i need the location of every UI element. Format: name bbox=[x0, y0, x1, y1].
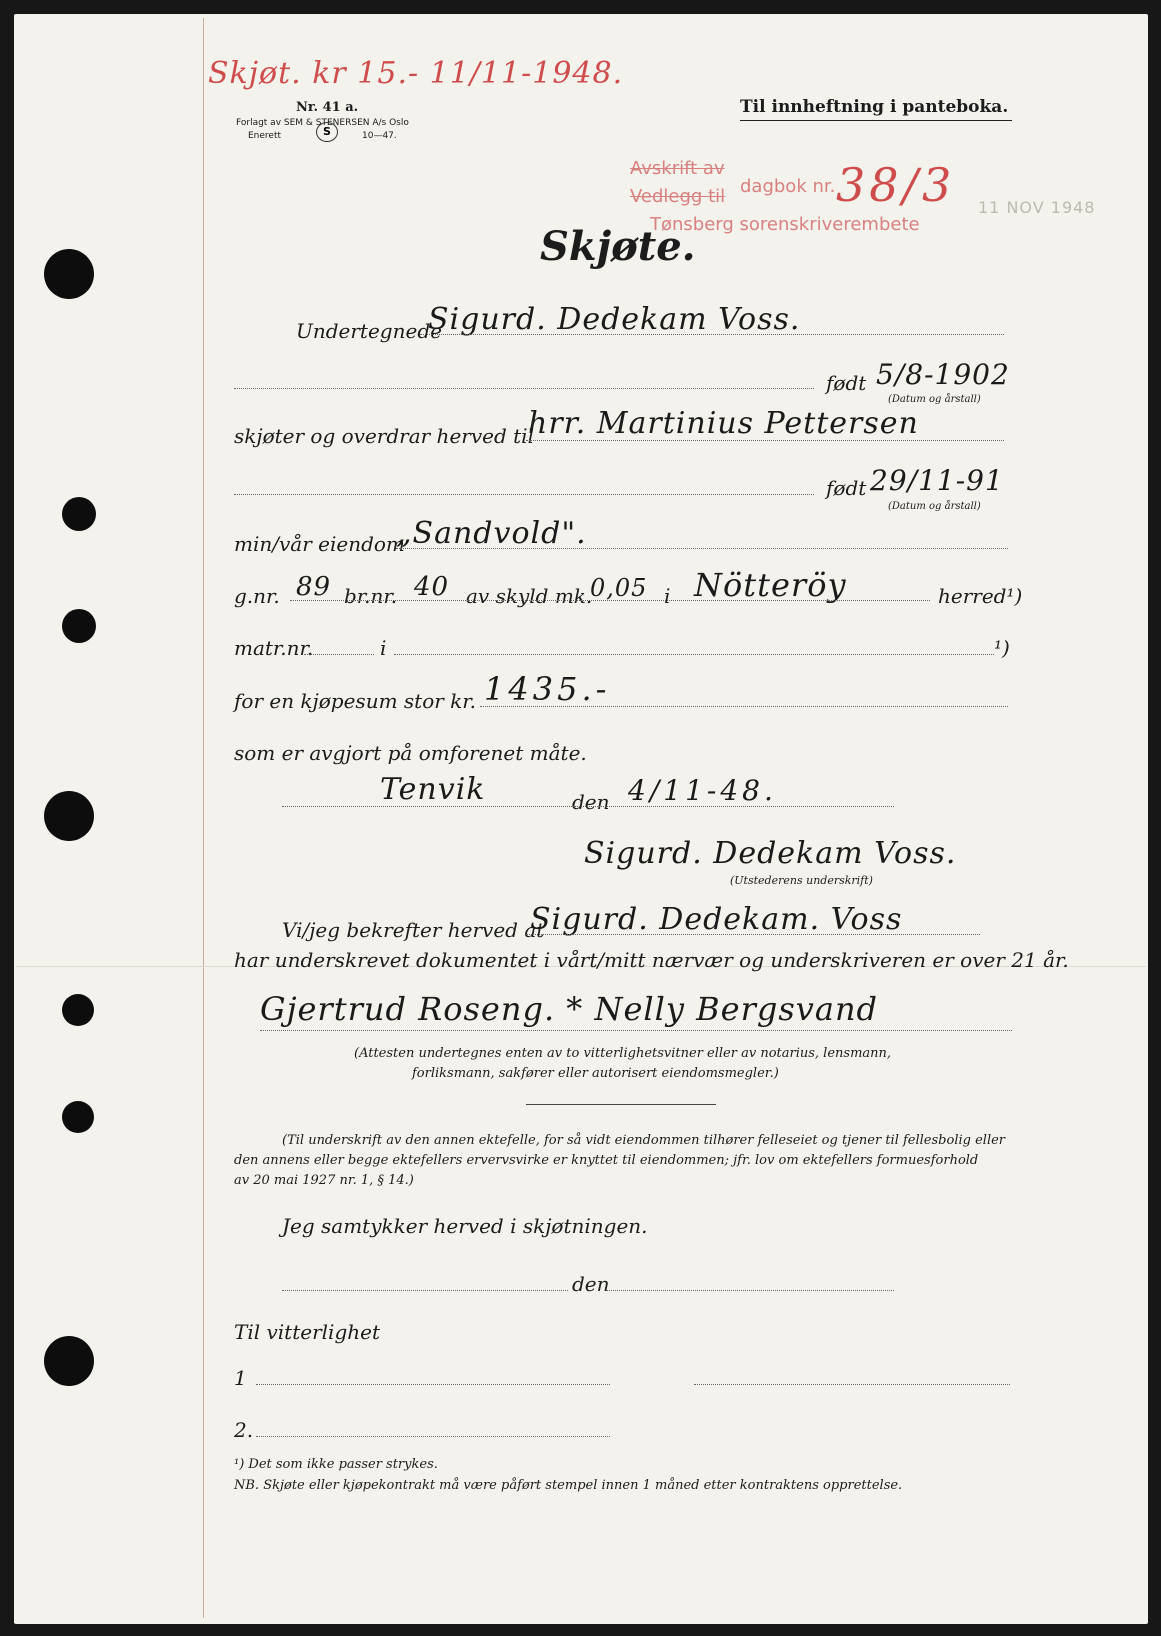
gnr-value: 89 bbox=[296, 572, 332, 602]
undertegnede-label: Undertegnede bbox=[296, 319, 442, 343]
footnote-2: NB. Skjøte eller kjøpekontrakt må være påført stempel innen 1 måned etter kontraktens opprettelse. bbox=[234, 1478, 903, 1493]
skyld-label: av skyld mk. bbox=[466, 584, 593, 608]
issuer-signature: Sigurd. Dedekam Voss. bbox=[584, 836, 957, 871]
date-hint-2: (Datum og årstall) bbox=[888, 501, 981, 512]
born-line-left bbox=[234, 388, 814, 389]
gnr-line bbox=[290, 600, 930, 601]
signing-place: Tenvik bbox=[380, 772, 486, 807]
grantee-born-date: 29/11-91 bbox=[870, 464, 1004, 497]
gnr-label: g.nr. bbox=[234, 584, 280, 608]
punch-hole bbox=[44, 249, 94, 299]
punch-hole bbox=[62, 609, 96, 643]
skyld-value: 0,05 bbox=[590, 574, 648, 602]
stamp-dagbok: dagbok nr. bbox=[740, 176, 836, 197]
witness-line-1b bbox=[694, 1384, 1010, 1385]
witness-line-1 bbox=[256, 1384, 610, 1385]
matr-i-label: i bbox=[380, 636, 387, 660]
price-line bbox=[480, 706, 1008, 707]
price-value: 1435.- bbox=[484, 670, 611, 708]
punch-hole bbox=[62, 497, 96, 531]
stamp-avskrift: Avskrift av bbox=[630, 158, 725, 179]
grantor-born-date: 5/8-1902 bbox=[876, 358, 1010, 391]
consent-line-left bbox=[282, 1290, 568, 1291]
spouse-note1: (Til underskrift av den annen ektefelle, for så vidt eiendommen tilhører felleseiet og tjener til fellesbolig eller bbox=[282, 1133, 1006, 1148]
transfer-label: skjøter og overdrar herved til bbox=[234, 424, 534, 448]
price-label: for en kjøpesum stor kr. bbox=[234, 689, 477, 713]
witness-sign-line bbox=[260, 1030, 1012, 1031]
handwritten-reference: Skjøt. kr 15.- 11/11-1948. bbox=[208, 56, 624, 91]
attest-separator bbox=[526, 1104, 716, 1105]
attest-name: Sigurd. Dedekam. Voss bbox=[530, 902, 903, 937]
grantee-line bbox=[526, 440, 1004, 441]
signing-date: 4/11-48. bbox=[628, 774, 777, 807]
attest-line2: har underskrevet dokumentet i vårt/mitt nærvær og underskriveren er over 21 år. bbox=[234, 948, 1069, 972]
consent-text: Jeg samtykker herved i skjøtningen. bbox=[282, 1214, 648, 1238]
grantor-name: Sigurd. Dedekam Voss. bbox=[428, 302, 801, 337]
stamp-office: Tønsberg sorenskriverembete bbox=[650, 214, 920, 235]
witness-label: Til vitterlighet bbox=[234, 1320, 381, 1344]
spouse-note2: den annens eller begge ektefellers ervervsvirke er knyttet til eiendommen; jfr. lov om ektefellers formuesforhold bbox=[234, 1153, 979, 1168]
stamp-vedlegg: Vedlegg til bbox=[630, 186, 726, 207]
form-number: Nr. 41 a. bbox=[296, 100, 359, 115]
grantee-name: hrr. Martinius Pettersen bbox=[528, 406, 919, 441]
top-right-heading: Til innheftning i panteboka. bbox=[740, 97, 1009, 117]
born-label-2: født bbox=[826, 476, 867, 500]
brnr-label: br.nr. bbox=[344, 584, 398, 608]
date-hint: (Datum og årstall) bbox=[888, 394, 981, 405]
matr-end: ¹) bbox=[994, 636, 1010, 660]
property-line bbox=[396, 548, 1008, 549]
document-title: Skjøte. bbox=[540, 223, 696, 270]
municipality: Nötteröy bbox=[694, 566, 847, 604]
property-name: „Sandvold". bbox=[396, 516, 587, 551]
attest-line1: Vi/jeg bekrefter herved at bbox=[282, 918, 545, 942]
spouse-note3: av 20 mai 1927 nr. 1, § 14.) bbox=[234, 1173, 414, 1188]
stamp-date: 11 NOV 1948 bbox=[978, 198, 1096, 217]
punch-hole bbox=[44, 1336, 94, 1386]
top-right-underline bbox=[740, 120, 1012, 121]
matr-label: matr.nr. bbox=[234, 636, 314, 660]
punch-hole bbox=[44, 791, 94, 841]
matr-line bbox=[304, 654, 374, 655]
attest-note2: forliksmann, sakfører eller autorisert eiendomsmegler.) bbox=[412, 1066, 779, 1081]
born-line-left-2 bbox=[234, 494, 814, 495]
publisher-enerett: Enerett bbox=[248, 131, 282, 141]
margin-line bbox=[203, 18, 204, 1618]
consent-den-label: den bbox=[572, 1272, 610, 1296]
punch-hole bbox=[62, 1101, 94, 1133]
publisher-code: 10—47. bbox=[362, 131, 397, 141]
stamp-number: 38/3 bbox=[836, 158, 956, 212]
grantor-line bbox=[420, 334, 1004, 335]
witness-number-2: 2. bbox=[234, 1418, 254, 1442]
den-label: den bbox=[572, 790, 610, 814]
attest-note1: (Attesten undertegnes enten av to vitterlighetsvitner eller av notarius, lensmann, bbox=[354, 1046, 892, 1061]
matr-line-2 bbox=[394, 654, 994, 655]
publisher-logo: S bbox=[316, 122, 338, 142]
i-label: i bbox=[664, 584, 671, 608]
footnote-1: ¹) Det som ikke passer strykes. bbox=[234, 1457, 438, 1472]
consent-line-right bbox=[606, 1290, 894, 1291]
publisher-line: Forlagt av SEM & STENERSEN A/s Oslo bbox=[236, 118, 409, 128]
property-label: min/vår eiendom bbox=[234, 532, 405, 556]
born-label: født bbox=[826, 371, 867, 395]
attest-name-line bbox=[526, 934, 980, 935]
brnr-value: 40 bbox=[414, 572, 450, 602]
punch-hole bbox=[62, 994, 94, 1026]
issuer-caption: (Utstederens underskrift) bbox=[730, 874, 873, 887]
settled-text: som er avgjort på omforenet måte. bbox=[234, 741, 587, 765]
witness-line-2 bbox=[256, 1436, 610, 1437]
witness-signatures: Gjertrud Roseng. * Nelly Bergsvand bbox=[260, 990, 879, 1028]
herred-label: herred¹) bbox=[938, 584, 1023, 608]
place-line bbox=[282, 806, 894, 807]
witness-number-1: 1 bbox=[234, 1366, 247, 1390]
